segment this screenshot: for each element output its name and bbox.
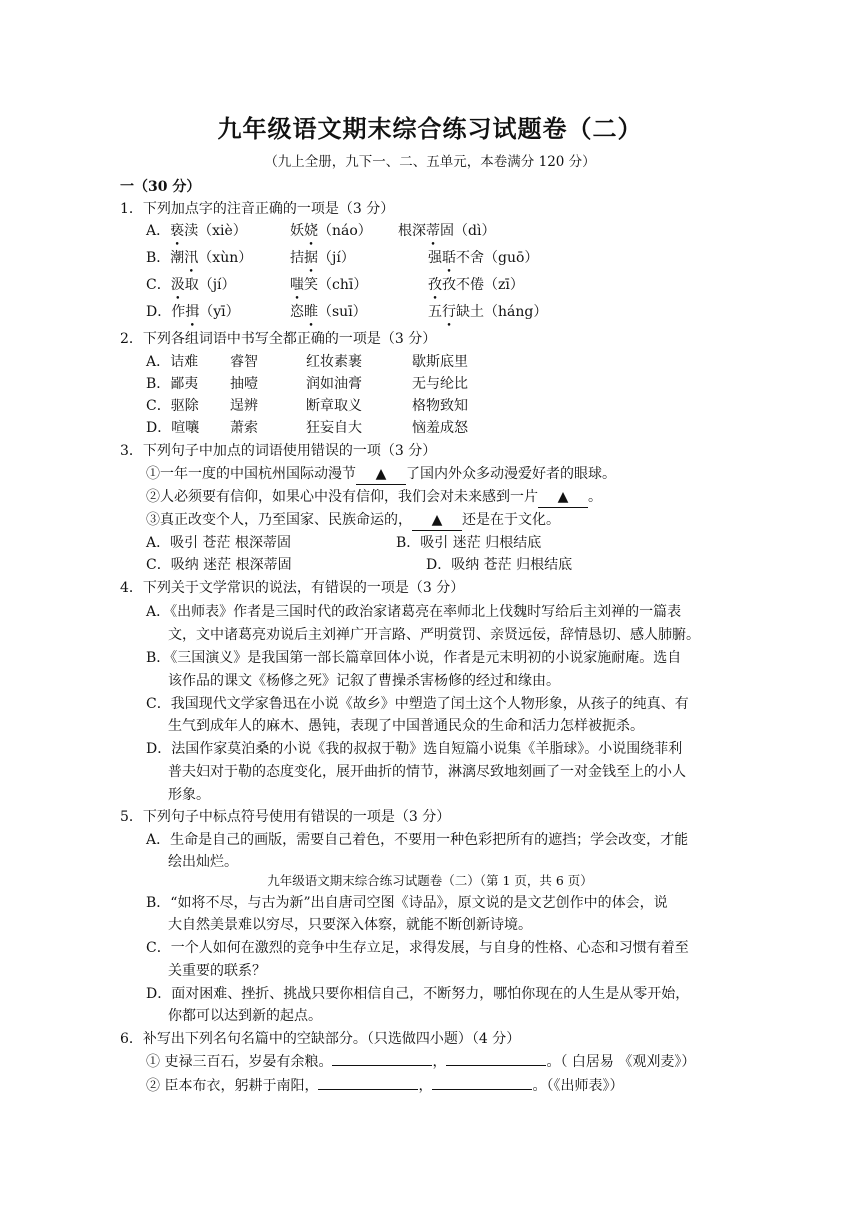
q3-s1-text-b: 了国内外众多动漫爱好者的眼球。: [406, 466, 616, 482]
q2-option-c: [146, 396, 468, 416]
q5-option-d-cont: 你都可以达到新的起点。: [168, 1008, 322, 1024]
q3-s3-text-b: 还是在于文化。: [462, 512, 560, 528]
q2-d-4: 恼羞成怒: [412, 420, 468, 436]
q6-item-1: [146, 1052, 695, 1072]
fill-blank: ▲: [356, 464, 406, 485]
page-subtitle: （九上全册，九下一、二、五单元，本卷满分 120 分）: [264, 154, 596, 170]
q2-c-3: 断章取义: [306, 398, 362, 414]
q1-a-1: 亵渎（xiè）: [170, 223, 247, 239]
option-letter: D．: [146, 304, 172, 320]
q3-option-c: C．吸纳 迷茫 根深蒂固: [146, 557, 292, 573]
answer-blank[interactable]: [432, 1089, 532, 1090]
q6-item-1-text: ① 吏禄三百石，岁晏有余粮。: [146, 1054, 333, 1070]
answer-blank[interactable]: [318, 1089, 418, 1090]
q2-d-2: 萧索: [230, 420, 258, 436]
q5-option-c: C．一个人如何在激烈的竞争中生存立足，求得发展，与自身的性格、心态和习惯有着至: [146, 940, 689, 956]
q1-option-d: [146, 302, 548, 322]
q1-b-2: 拮据（jí）: [290, 250, 355, 266]
q1-a-3: 根深蒂固（dì）: [398, 223, 496, 239]
q1-option-c: [146, 275, 524, 295]
q4-line: 文，文中诸葛亮劝说后主刘禅广开言路、严明赏罚、亲贤远佞，辞情恳切、感人肺腑。: [168, 627, 700, 643]
q2-b-3: 润如油膏: [306, 376, 362, 392]
q4-line: 形象。: [168, 787, 210, 803]
page-footer: 九年级语文期末综合练习试题卷（二）（第 1 页，共 6 页）: [267, 873, 593, 888]
comma: ，: [432, 1054, 447, 1070]
q4-stem: 4．下列关于文学常识的说法，有错误的一项是（3 分）: [120, 580, 465, 596]
q6-stem: 6．补写出下列名句名篇中的空缺部分。（只选做四小题）（4 分）: [120, 1031, 521, 1047]
q5-option-a-cont: 绘出灿烂。: [168, 854, 238, 870]
q3-sentence-1: [146, 464, 616, 485]
q1-c-2: 嗤笑（chī）: [290, 277, 368, 293]
q4-line: B．《三国演义》是我国第一部长篇章回体小说，作者是元末明初的小说家施耐庵。选自: [146, 650, 682, 666]
q6-item-1-source: 。（ 白居易 《观刈麦》）: [546, 1054, 696, 1070]
q3-s1-text-a: ①一年一度的中国杭州国际动漫节: [146, 466, 356, 482]
q3-option-b: B．吸引 迷茫 归根结底: [396, 535, 542, 551]
q3-option-d: D．吸纳 苍茫 归根结底: [426, 557, 573, 573]
q1-d-3: 五行缺土（háng）: [428, 304, 548, 320]
q4-line: C．我国现代文学家鲁迅在小说《故乡》中塑造了闰土这个人物形象，从孩子的纯真、有: [146, 696, 689, 712]
q1-b-3: 强聒不舍（guō）: [428, 250, 539, 266]
q1-c-3: 孜孜不倦（zī）: [428, 277, 524, 293]
q3-s2-text-a: ②人必须要有信仰，如果心中没有信仰，我们会对未来感到一片: [146, 489, 538, 505]
q3-sentence-2: [146, 487, 602, 508]
q5-option-b-cont: 大自然美景难以穷尽，只要深入体察，就能不断创新诗境。: [168, 917, 532, 933]
q2-b-4: 无与纶比: [412, 376, 468, 392]
q6-item-2-source: 。（《出师表》）: [532, 1078, 624, 1094]
q2-a-3: 红妆素裹: [306, 354, 362, 370]
answer-blank[interactable]: [446, 1065, 546, 1066]
q1-option-a: [146, 221, 496, 241]
q4-line: 生气到成年人的麻木、愚钝，表现了中国普通民众的生命和活力怎样被扼杀。: [168, 718, 644, 734]
option-letter: C．: [146, 277, 171, 293]
option-letter: A．: [146, 223, 171, 239]
q1-a-2: 妖娆（náo）: [290, 223, 372, 239]
q2-option-d: [146, 418, 468, 438]
q4-line: 该作品的课文《杨修之死》记叙了曹操杀害杨修的经过和缘由。: [168, 673, 560, 689]
q2-b-2: 抽噎: [230, 376, 258, 392]
option-letter: B．: [146, 250, 171, 266]
q2-stem: 2．下列各组词语中书写全都正确的一项是（3 分）: [120, 331, 437, 347]
q2-a-2: 睿智: [230, 354, 258, 370]
q1-option-b: [146, 248, 539, 268]
fill-blank: ▲: [538, 487, 588, 508]
q5-option-a: A．生命是自己的画版，需要自己着色，不要用一种色彩把所有的遮挡；学会改变，才能: [146, 832, 689, 848]
q2-a-1: A．诘难: [146, 354, 199, 370]
q2-d-1: D．喧嚷: [146, 420, 200, 436]
q6-item-2-text: ② 臣本布衣，躬耕于南阳，: [146, 1078, 319, 1094]
q5-stem: 5．下列句子中标点符号使用有错误的一项是（3 分）: [120, 809, 451, 825]
section-heading: 一（30 分）: [120, 179, 201, 195]
q1-d-2: 恣睢（suī）: [290, 304, 367, 320]
q2-b-1: B．鄙夷: [146, 376, 199, 392]
q1-b-1: 潮汛（xùn）: [170, 250, 253, 266]
q5-option-d: D．面对困难、挫折、挑战只要你相信自己，不断努力，哪怕你现在的人生是从零开始，: [146, 986, 690, 1002]
q5-option-b: B．“如将不尽，与古为新”出自唐司空图《诗品》，原文说的是文艺创作中的体会，说: [146, 895, 668, 911]
q2-c-1: C．驱除: [146, 398, 199, 414]
q2-d-3: 狂妄自大: [306, 420, 362, 436]
q1-d-1: 作揖（yī）: [171, 304, 240, 320]
q2-c-2: 逞辨: [230, 398, 258, 414]
q1-c-1: 汲取（jí）: [170, 277, 236, 293]
q2-option-a: [146, 352, 468, 372]
q2-a-4: 歇斯底里: [412, 354, 468, 370]
answer-blank[interactable]: [332, 1065, 432, 1066]
fill-blank: ▲: [412, 510, 462, 531]
q2-option-b: [146, 374, 468, 394]
q4-line: 普夫妇对于勒的态度变化，展开曲折的情节，淋漓尽致地刻画了一对金钱至上的小人: [168, 764, 686, 780]
page-title: 九年级语文期末综合练习试题卷（二）: [217, 115, 643, 143]
q4-line: A．《出师表》作者是三国时代的政治家诸葛亮在率师北上伐魏时写给后主刘禅的一篇表: [146, 604, 682, 620]
q3-stem: 3．下列句子中加点的词语使用错误的一项（3 分）: [120, 443, 437, 459]
q3-sentence-3: [146, 510, 560, 531]
q3-option-a: A．吸引 苍茫 根深蒂固: [146, 535, 292, 551]
q1-stem: 1．下列加点字的注音正确的一项是（3 分）: [120, 201, 395, 217]
q3-s3-text-a: ③真正改变个人，乃至国家、民族命运的，: [146, 512, 412, 528]
q2-c-4: 格物致知: [412, 398, 468, 414]
comma: ，: [418, 1078, 433, 1094]
q3-s2-text-b: 。: [588, 489, 602, 505]
q6-item-2: [146, 1076, 623, 1096]
q5-option-c-cont: 关重要的联系？: [168, 963, 266, 979]
q4-line: D．法国作家莫泊桑的小说《我的叔叔于勒》选自短篇小说集《羊脂球》。小说围绕菲利: [146, 741, 683, 757]
